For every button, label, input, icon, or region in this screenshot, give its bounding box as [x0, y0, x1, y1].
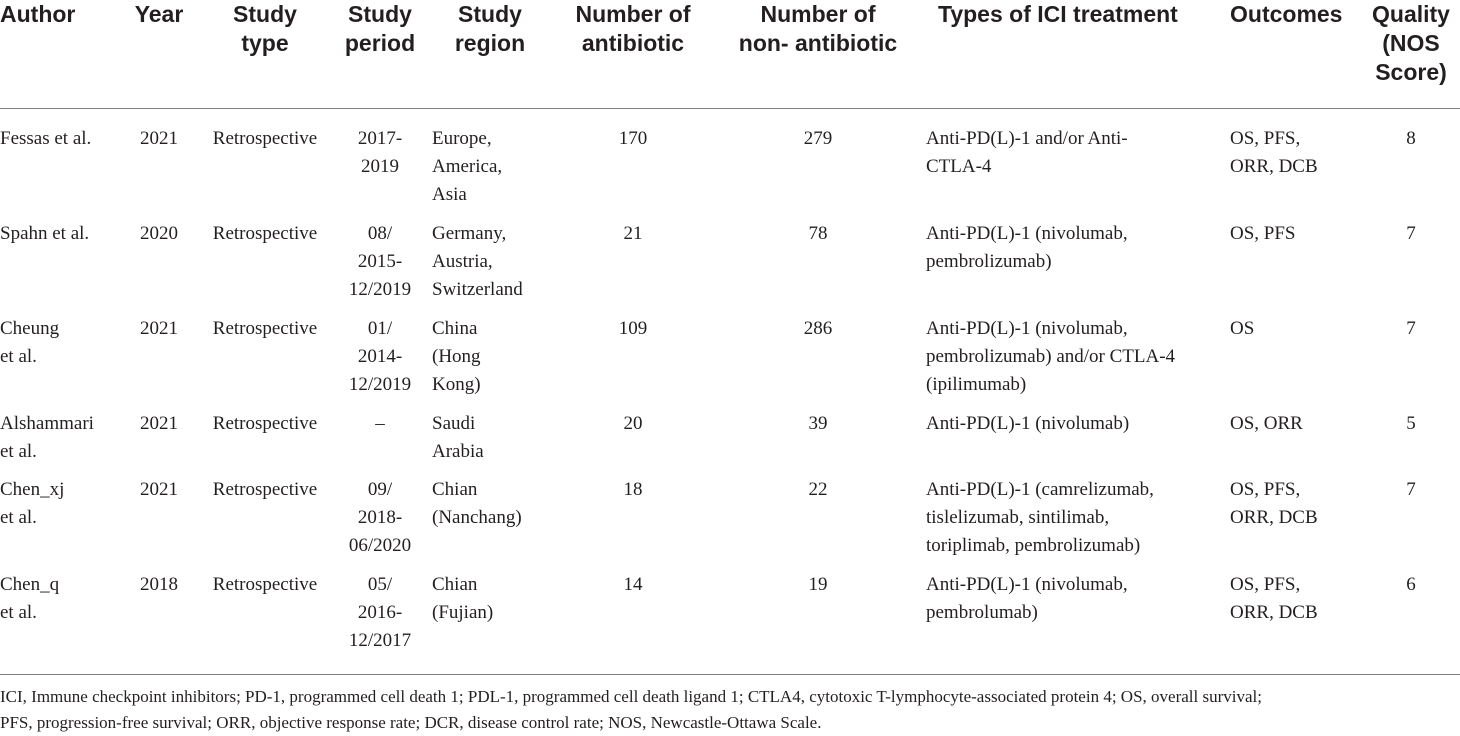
cell-study-period: [338, 125, 422, 181]
cell-treatment-line: Anti-PD(L)-1 (nivolumab): [926, 413, 1130, 434]
cell-study-region: [432, 476, 552, 532]
header-study-period: [338, 0, 422, 58]
header-number-antibiotic: [560, 0, 706, 58]
cell-year: [128, 410, 190, 438]
cell-study-type-line: Retrospective: [212, 128, 318, 149]
cell-study-period-line: 2016-: [357, 602, 403, 623]
cell-outcomes-line: ORR, DCB: [1230, 156, 1318, 177]
header-study-period-line: period: [344, 30, 416, 56]
cell-antibiotic-line: 170: [618, 128, 648, 149]
cell-quality-line: 7: [1406, 223, 1416, 244]
cell-quality: [1362, 220, 1460, 248]
cell-author: [0, 315, 120, 371]
cell-quality: [1362, 571, 1460, 599]
cell-quality: [1362, 125, 1460, 153]
cell-treatment-line: pembrolizumab): [926, 251, 1052, 272]
cell-study-period-line: 12/2019: [348, 374, 412, 395]
cell-year-line: 2021: [140, 413, 178, 434]
cell-antibiotic-line: 20: [623, 413, 643, 434]
cell-study-period: [338, 410, 422, 438]
header-number-antibiotic-line: antibiotic: [581, 30, 685, 56]
cell-outcomes: [1230, 410, 1350, 438]
cell-non-antibiotic: [730, 315, 906, 343]
cell-quality-line: 5: [1406, 413, 1416, 434]
cell-treatment-line: pembrolumab): [926, 602, 1038, 623]
cell-quality: [1362, 315, 1460, 343]
cell-study-region: [432, 410, 552, 466]
cell-treatment-line: Anti-PD(L)-1 (nivolumab,: [926, 574, 1128, 595]
cell-outcomes-line: OS, PFS,: [1230, 574, 1301, 595]
cell-year-line: 2018: [140, 574, 178, 595]
cell-non-antibiotic-line: 279: [803, 128, 833, 149]
cell-treatment-line: Anti-PD(L)-1 and/or Anti-: [926, 128, 1128, 149]
cell-author-line: et al.: [0, 507, 37, 528]
cell-antibiotic: [560, 476, 706, 504]
cell-study-region: [432, 125, 552, 209]
header-outcomes-line: Outcomes: [1230, 1, 1343, 27]
header-ici-types-line: Types of ICI treatment: [938, 1, 1178, 27]
cell-outcomes: [1230, 571, 1350, 627]
cell-study-period-line: 12/2019: [348, 279, 412, 300]
cell-outcomes-line: ORR, DCB: [1230, 602, 1318, 623]
header-divider: [0, 108, 1460, 109]
cell-year: [128, 315, 190, 343]
cell-author-line: et al.: [0, 441, 37, 462]
cell-antibiotic-line: 21: [623, 223, 643, 244]
cell-treatment-line: Anti-PD(L)-1 (camrelizumab,: [926, 479, 1154, 500]
header-study-period-line: Study: [348, 1, 412, 27]
cell-treatment: [926, 315, 1226, 399]
header-number-non-antibiotic-line: non- antibiotic: [738, 30, 898, 56]
cell-study-type: [205, 315, 325, 343]
cell-study-period-line: 2014-: [357, 346, 403, 367]
header-year-line: Year: [134, 1, 184, 27]
cell-study-period-line: 08/: [367, 223, 393, 244]
cell-outcomes-line: OS, ORR: [1230, 413, 1303, 434]
cell-study-region-line: (Fujian): [432, 602, 494, 623]
cell-author-line: Chen_q: [0, 574, 60, 595]
cell-study-type: [205, 571, 325, 599]
cell-outcomes-line: ORR, DCB: [1230, 507, 1318, 528]
cell-study-period: [338, 220, 422, 304]
cell-treatment-line: Anti-PD(L)-1 (nivolumab,: [926, 223, 1128, 244]
header-number-antibiotic-line: Number of: [575, 1, 691, 27]
cell-study-period-line: 2018-: [357, 507, 403, 528]
cell-study-period-line: 01/: [367, 318, 393, 339]
cell-study-type-line: Retrospective: [212, 318, 318, 339]
cell-year-line: 2021: [140, 479, 178, 500]
footnote-line: ICI, Immune checkpoint inhibitors; PD-1, programmed cell death 1; PDL-1, programmed cell death ligand 1; CTLA4, cytotoxic T-lymphocyte-associated protein 4; OS, overall survival;: [0, 687, 1262, 706]
header-author-line: Author: [0, 1, 76, 27]
header-study-type-line: type: [241, 30, 289, 56]
cell-author-line: Alshammari: [0, 413, 94, 434]
cell-study-region-line: Germany,: [432, 223, 507, 244]
cell-non-antibiotic: [730, 476, 906, 504]
cell-study-region-line: Asia: [432, 184, 467, 205]
cell-antibiotic: [560, 571, 706, 599]
cell-year-line: 2020: [140, 223, 178, 244]
cell-study-region-line: Kong): [432, 374, 481, 395]
cell-study-type-line: Retrospective: [212, 479, 318, 500]
cell-treatment: [926, 571, 1226, 627]
cell-study-region-line: (Hong: [432, 346, 481, 367]
cell-author-line: Cheung: [0, 318, 60, 339]
cell-antibiotic: [560, 125, 706, 153]
cell-antibiotic: [560, 315, 706, 343]
header-author: [0, 0, 110, 29]
cell-outcomes: [1230, 125, 1350, 181]
cell-study-region-line: China: [432, 318, 478, 339]
header-study-region: [440, 0, 540, 58]
cell-study-period: [338, 476, 422, 560]
cell-quality-line: 7: [1406, 318, 1416, 339]
cell-treatment-line: CTLA-4: [926, 156, 992, 177]
cell-study-type: [205, 125, 325, 153]
header-quality-line: Score): [1375, 59, 1447, 85]
cell-author: [0, 410, 120, 466]
cell-non-antibiotic: [730, 220, 906, 248]
cell-year-line: 2021: [140, 128, 178, 149]
header-number-non-antibiotic-line: Number of: [760, 1, 876, 27]
header-quality-line: Quality: [1372, 1, 1450, 27]
cell-study-period: [338, 315, 422, 399]
cell-study-period-line: 2017-: [357, 128, 403, 149]
table-footnote: [0, 684, 1460, 736]
cell-study-period-line: 05/: [367, 574, 393, 595]
header-study-type: [215, 0, 315, 58]
cell-study-region: [432, 315, 552, 399]
footnote-line: PFS, progression-free survival; ORR, objective response rate; DCR, disease control rate; NOS, Newcastle-Ottawa Scale.: [0, 713, 822, 732]
table-bottom-divider: [0, 674, 1460, 675]
cell-non-antibiotic-line: 78: [808, 223, 828, 244]
cell-treatment: [926, 220, 1226, 276]
cell-study-region-line: Chian: [432, 479, 478, 500]
cell-study-region-line: Europe,: [432, 128, 492, 149]
cell-treatment-line: pembrolizumab) and/or CTLA-4: [926, 346, 1176, 367]
cell-outcomes-line: OS, PFS,: [1230, 479, 1301, 500]
cell-quality-line: 7: [1406, 479, 1416, 500]
header-quality-line: (NOS: [1382, 30, 1440, 56]
cell-study-region-line: Switzerland: [432, 279, 523, 300]
cell-study-type: [205, 220, 325, 248]
cell-study-region-line: Arabia: [432, 441, 484, 462]
cell-study-period-line: 09/: [367, 479, 393, 500]
cell-author: [0, 125, 120, 153]
header-outcomes: [1230, 0, 1350, 29]
cell-study-region-line: Austria,: [432, 251, 493, 272]
cell-author: [0, 220, 120, 248]
cell-non-antibiotic: [730, 410, 906, 438]
cell-study-region-line: (Nanchang): [432, 507, 522, 528]
header-study-type-line: Study: [233, 1, 297, 27]
cell-non-antibiotic-line: 286: [803, 318, 833, 339]
header-study-region-line: region: [454, 30, 526, 56]
header-study-region-line: Study: [458, 1, 522, 27]
cell-outcomes: [1230, 476, 1350, 532]
cell-year: [128, 476, 190, 504]
cell-treatment-line: tislelizumab, sintilimab,: [926, 507, 1110, 528]
cell-quality-line: 8: [1406, 128, 1416, 149]
cell-study-period: [338, 571, 422, 655]
cell-antibiotic-line: 18: [623, 479, 643, 500]
cell-author-line: Chen_xj: [0, 479, 65, 500]
cell-study-period-line: 2015-: [357, 251, 403, 272]
cell-study-period-line: –: [375, 413, 385, 434]
cell-outcomes: [1230, 315, 1350, 343]
cell-study-period-line: 06/2020: [348, 535, 412, 556]
cell-study-type: [205, 410, 325, 438]
cell-treatment: [926, 476, 1226, 560]
cell-antibiotic-line: 109: [618, 318, 648, 339]
cell-author-line: Fessas et al.: [0, 128, 92, 149]
cell-outcomes: [1230, 220, 1350, 248]
cell-study-type-line: Retrospective: [212, 574, 318, 595]
cell-study-region-line: Saudi: [432, 413, 476, 434]
cell-study-period-line: 2019: [361, 156, 399, 177]
cell-study-type-line: Retrospective: [212, 223, 318, 244]
cell-treatment: [926, 410, 1226, 438]
cell-outcomes-line: OS, PFS,: [1230, 128, 1301, 149]
cell-study-type-line: Retrospective: [212, 413, 318, 434]
cell-author-line: et al.: [0, 346, 37, 367]
header-quality: [1362, 0, 1460, 87]
cell-study-region: [432, 220, 552, 304]
cell-author-line: et al.: [0, 602, 37, 623]
cell-author-line: Spahn et al.: [0, 223, 90, 244]
cell-study-region-line: America,: [432, 156, 503, 177]
cell-non-antibiotic: [730, 571, 906, 599]
header-year: [128, 0, 190, 29]
cell-antibiotic: [560, 220, 706, 248]
cell-study-period-line: 12/2017: [348, 630, 412, 651]
cell-year: [128, 571, 190, 599]
cell-non-antibiotic-line: 22: [808, 479, 828, 500]
cell-study-region-line: Chian: [432, 574, 478, 595]
cell-quality-line: 6: [1406, 574, 1416, 595]
cell-non-antibiotic-line: 39: [808, 413, 828, 434]
cell-year-line: 2021: [140, 318, 178, 339]
cell-treatment-line: Anti-PD(L)-1 (nivolumab,: [926, 318, 1128, 339]
cell-outcomes-line: OS: [1230, 318, 1255, 339]
cell-treatment-line: toriplimab, pembrolizumab): [926, 535, 1141, 556]
cell-non-antibiotic-line: 19: [808, 574, 828, 595]
cell-quality: [1362, 476, 1460, 504]
cell-quality: [1362, 410, 1460, 438]
cell-antibiotic-line: 14: [623, 574, 643, 595]
cell-author: [0, 571, 120, 627]
cell-study-region: [432, 571, 552, 627]
cell-outcomes-line: OS, PFS: [1230, 223, 1296, 244]
cell-year: [128, 125, 190, 153]
cell-treatment: [926, 125, 1226, 181]
cell-study-type: [205, 476, 325, 504]
cell-antibiotic: [560, 410, 706, 438]
cell-year: [128, 220, 190, 248]
header-ici-types: [938, 0, 1218, 29]
cell-treatment-line: (ipilimumab): [926, 374, 1027, 395]
header-number-non-antibiotic: [730, 0, 906, 58]
cell-non-antibiotic: [730, 125, 906, 153]
cell-author: [0, 476, 120, 532]
